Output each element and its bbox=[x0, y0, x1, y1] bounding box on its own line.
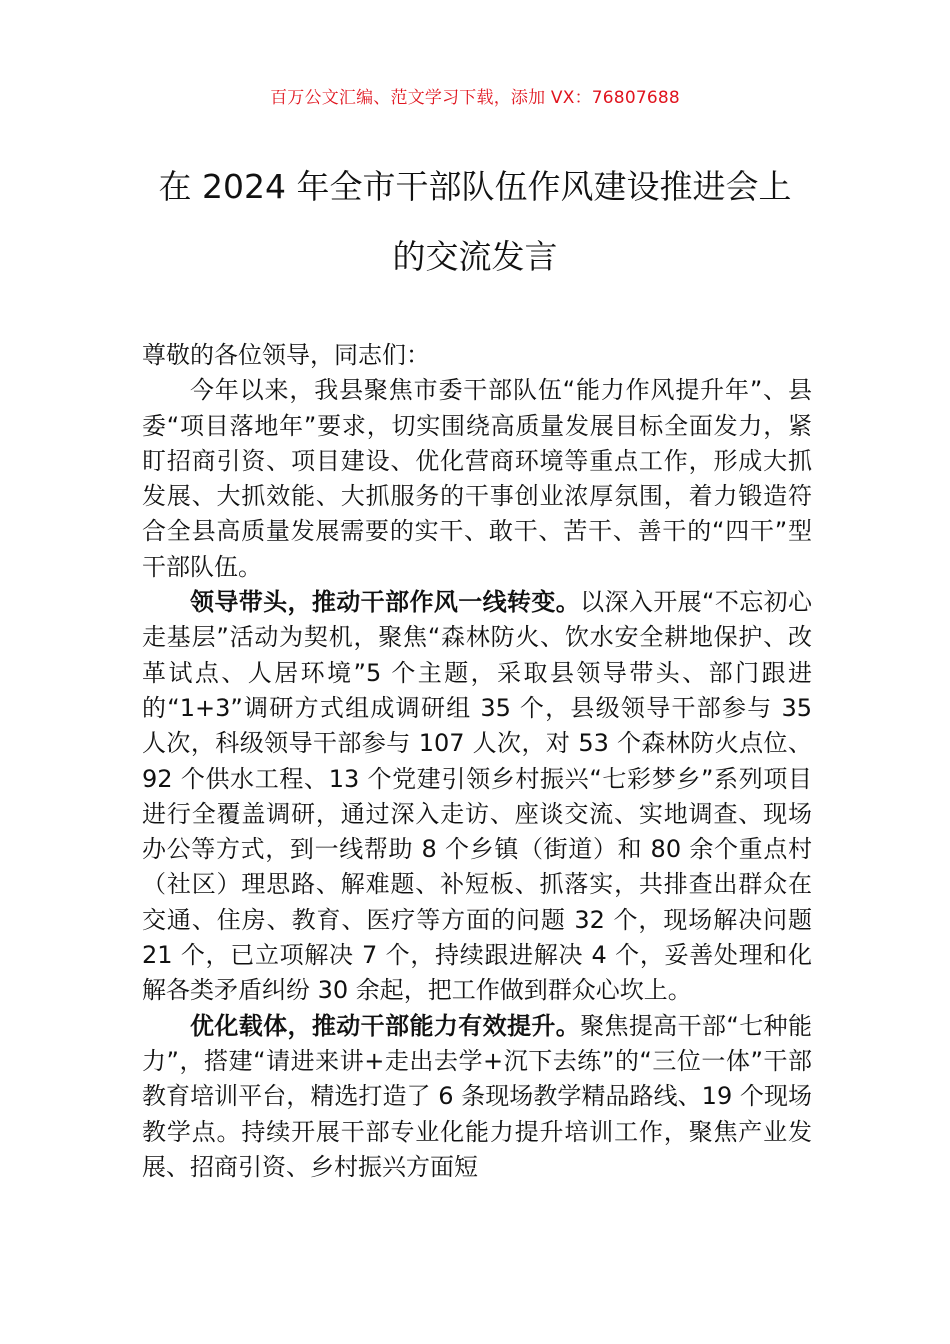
section-text-2: 聚焦提高干部“七种能力”，搭建“请进来讲+走出去学+沉下去练”的“三位一体”干部教育培训平台，精选打造了 6 条现场教学精品路线、19 个现场教学点。持续开展干部专业化能力提升培训工作，聚焦产业发展、招商引资、乡村振兴方面短 bbox=[142, 1011, 813, 1181]
document-body bbox=[142, 338, 812, 1185]
intro-paragraph: 今年以来，我县聚焦市委干部队伍“能力作风提升年”、县委“项目落地年”要求，切实围绕高质量发展目标全面发力，紧盯招商引资、项目建设、优化营商环境等重点工作，形成大抓发展、大抓效能、大抓服务的干事创业浓厚氛围，着力锻造符合全县高质量发展需要的实干、敢干、苦干、善干的“四干”型干部队伍。 bbox=[142, 376, 812, 581]
salutation: 尊敬的各位领导，同志们： bbox=[142, 341, 430, 369]
document-title-line-2: 的交流发言 bbox=[392, 237, 558, 276]
section-paragraph-1 bbox=[142, 585, 812, 1009]
document-title bbox=[140, 152, 810, 292]
watermark-header-note: 百万公文汇编、范文学习下载，添加 VX：76807688 bbox=[270, 88, 680, 108]
section-paragraph-2 bbox=[142, 1009, 812, 1185]
section-text-1: 以深入开展“不忘初心走基层”活动为契机，聚焦“森林防火、饮水安全耕地保护、改革试点、人居环境”5 个主题，采取县领导带头、部门跟进的“1+3”调研方式组成调研组 35 个，县级领导干部参与 35 人次，科级领导干部参与 107 人次，对 53 个森林防火点位、92 个供水工程、13 个党建引领乡村振兴“七彩梦乡”系列项目进行全覆盖调研，通过深入走访、座谈交流、实地调查、现场办公等方式，到一线帮助 8 个乡镇（街道）和 80 余个重点村（社区）理思路、解难题、补短板、抓落实，共排查出群众在交通、住房、教育、医疗等方面的问题 32 个，现场解决问题 21 个，已立项解决 7 个，持续跟进解决 4 个，妥善处理和化解各类矛盾纠纷 30 余起，把工作做到群众心坎上。 bbox=[142, 588, 813, 1005]
document-title-line-1: 在 2024 年全市干部队伍作风建设推进会上 bbox=[158, 167, 792, 206]
section-heading-1: 领导带头，推动干部作风一线转变。 bbox=[190, 588, 581, 617]
section-heading-2: 优化载体，推动干部能力有效提升。 bbox=[190, 1011, 581, 1040]
